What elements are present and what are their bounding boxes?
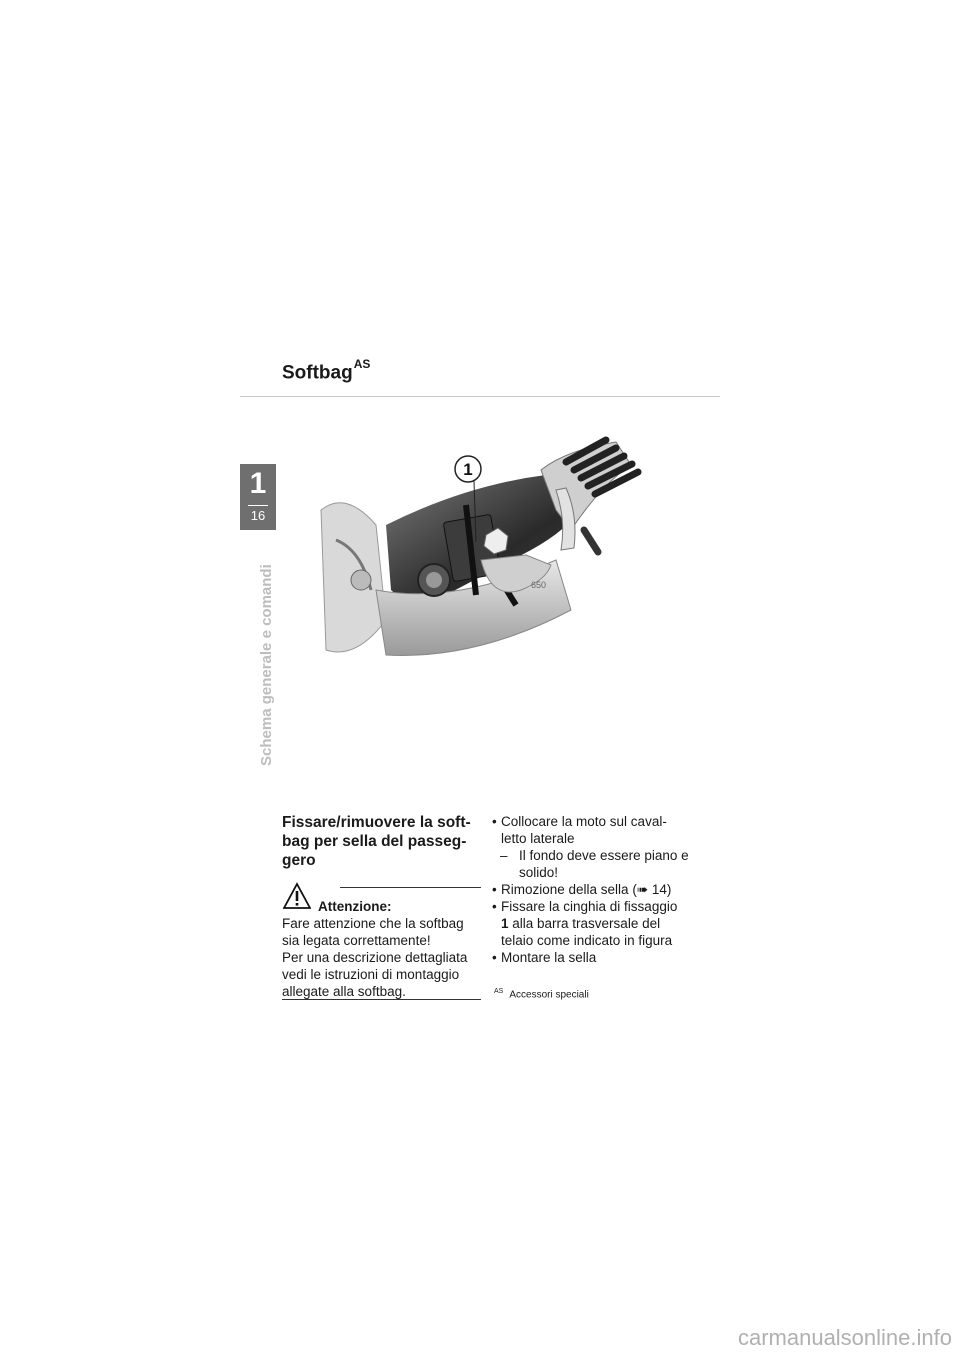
dash: – <box>500 848 508 863</box>
list-item: • Rimozione della sella (➠ 14) <box>492 882 672 897</box>
warning-text <box>282 915 482 1000</box>
chapter-divider <box>248 505 268 506</box>
warning-rule-bottom <box>282 999 481 1000</box>
model-badge: 650 <box>531 580 547 590</box>
list-item: • Montare la sella <box>492 950 597 965</box>
warning-line: allegate alla softbag. <box>282 984 406 999</box>
page-ref-arrow-icon: ➠ <box>636 882 649 897</box>
warning-icon <box>283 882 311 910</box>
warning-line: Per una descrizione dettagliata <box>282 950 468 965</box>
page-title: Softbag$^{AS}$ <box>282 357 371 384</box>
warning-line: vedi le istruzioni di montaggio <box>282 967 460 982</box>
section-heading: Fissare/rimuovere la soft-bag per sella del passeg-gero <box>282 814 471 869</box>
watermark: carmanualsonline.info <box>737 1325 952 1350</box>
softbag-photo <box>316 430 661 668</box>
bullet: • <box>492 950 497 965</box>
list-item: • Fissare la cinghia di fissaggio 1 alla barra trasversale del telaio come indicato in figura <box>492 899 678 948</box>
steps-list <box>492 813 707 966</box>
bullet: • <box>492 899 497 914</box>
callout-label: 1 <box>463 460 473 479</box>
title-superscript: AS <box>353 357 371 371</box>
section-label: Schema generale e comandi <box>258 564 275 766</box>
warning-line: sia legata correttamente! <box>282 933 431 948</box>
footnote: $^{AS}$ Accessori speciali <box>494 988 589 1001</box>
chapter-number: 1 <box>249 467 267 500</box>
sub-list-item: – Il fondo deve essere piano e solido! <box>500 848 689 880</box>
page-number: 16 <box>250 508 266 523</box>
bullet: • <box>492 814 497 829</box>
warning-line: Fare attenzione che la softbag <box>282 916 464 931</box>
callout-ref: 1 <box>501 916 509 931</box>
list-item: • Collocare la moto sul caval- letto laterale <box>492 814 667 846</box>
warning-rule-top <box>340 887 481 888</box>
title-rule <box>240 396 720 397</box>
warning-title: Attenzione: <box>318 899 392 914</box>
bullet: • <box>492 882 497 897</box>
